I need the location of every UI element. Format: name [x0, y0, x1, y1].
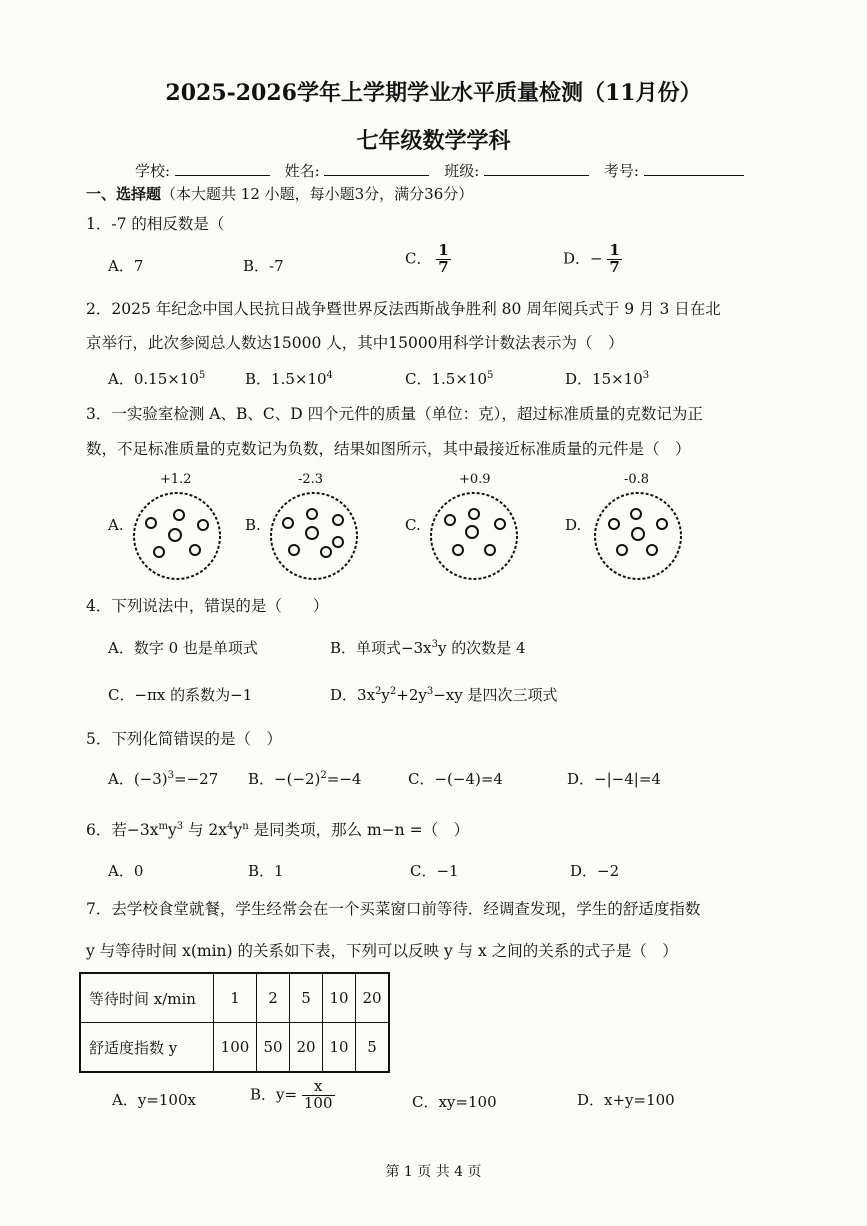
- table-cell: 2: [257, 973, 290, 1023]
- question-1-stem: 1．-7 的相反数是（: [86, 215, 225, 233]
- q1-option-b[interactable]: B．-7: [243, 257, 284, 275]
- question-6-stem: [86, 818, 469, 840]
- q6-option-b[interactable]: B．1: [248, 862, 284, 880]
- table-cell: 5: [356, 1023, 390, 1073]
- q7-option-b[interactable]: [250, 1079, 335, 1112]
- component-a-figure: [131, 490, 223, 582]
- q6-option-a[interactable]: A．0: [108, 862, 144, 880]
- question-3-line2: 数，不足标准质量的克数记为负数，结果如图所示，其中最接近标准质量的元件是（ ）: [86, 440, 691, 458]
- name-field[interactable]: [324, 161, 429, 176]
- component-b-figure: [268, 490, 360, 582]
- table-cell: 10: [323, 1023, 356, 1073]
- q4-option-d[interactable]: [330, 684, 558, 705]
- table-cell: 20: [290, 1023, 323, 1073]
- table-row-header: 舒适度指数 y: [80, 1023, 214, 1073]
- q7-option-a[interactable]: A．y=100x: [112, 1091, 196, 1109]
- q3-option-c-label[interactable]: C.: [405, 516, 421, 534]
- q3-option-c-value: +0.9: [459, 472, 491, 487]
- q3-option-b-label[interactable]: B.: [245, 516, 261, 534]
- q5-b-exp: 2: [320, 770, 327, 781]
- exam-subject: 七年级数学学科: [356, 128, 511, 154]
- table-row-header: 等待时间 x/min: [80, 973, 214, 1023]
- q2-option-a-text: A．0.15×10: [108, 370, 199, 388]
- q4-d-part2: y: [381, 686, 390, 704]
- name-label: 姓名:: [284, 162, 320, 180]
- exam-number-field[interactable]: [644, 161, 744, 176]
- q6-option-d[interactable]: D．−2: [570, 862, 620, 880]
- q2-option-d-text: D．15×10: [565, 370, 643, 388]
- q5-a-exp: 3: [167, 770, 175, 781]
- q2-option-a-exponent: 5: [198, 370, 206, 381]
- q5-b-post: =−4: [326, 770, 362, 788]
- q4-option-b[interactable]: [330, 637, 526, 658]
- q6-part5: 是同类项，那么 m−n =（ ）: [248, 821, 470, 839]
- q2-option-c-exponent: 5: [487, 370, 494, 381]
- section-note: （本大题共 12 小题，每小题3分，满分36分）: [161, 185, 474, 203]
- q1-option-d[interactable]: [563, 243, 622, 276]
- question-5-stem: 5．下列化简错误的是（ ）: [86, 730, 282, 748]
- table-cell: 50: [257, 1023, 290, 1073]
- q2-option-b-text: B．1.5×10: [245, 370, 327, 388]
- q7-b-numerator: x: [302, 1079, 335, 1096]
- q7-option-d[interactable]: D．x+y=100: [577, 1091, 675, 1109]
- q4-d-exp3: 3: [426, 686, 434, 697]
- q5-option-b[interactable]: [248, 768, 361, 789]
- q1-option-d-label: D．−: [563, 249, 603, 268]
- class-field[interactable]: [484, 161, 589, 176]
- q4-option-a[interactable]: A．数字 0 也是单项式: [108, 639, 258, 657]
- component-d-figure: [592, 490, 684, 582]
- q2-option-b[interactable]: [245, 368, 333, 389]
- q3-option-d-value: -0.8: [624, 472, 650, 487]
- q1-option-a[interactable]: A．7: [108, 257, 144, 275]
- section-heading: [86, 183, 473, 204]
- q4-option-b-exponent: 3: [431, 639, 438, 650]
- class-label: 班级:: [444, 162, 480, 180]
- q5-option-d[interactable]: D．−|−4|=4: [567, 770, 661, 788]
- page-number: 第 1 页 共 4 页: [385, 1164, 482, 1180]
- question-2-line2: 京举行，此次参阅总人数达15000 人，其中15000用科学计数法表示为（ ）: [86, 334, 624, 352]
- question-4-stem: 4．下列说法中，错误的是（ ）: [86, 597, 329, 615]
- q2-option-d[interactable]: [565, 368, 649, 389]
- q5-b-pre: B．−(−2): [248, 770, 321, 788]
- q3-option-b-value: -2.3: [298, 472, 324, 487]
- q1-d-numerator: 1: [609, 241, 620, 259]
- question-3-line1: 3．一实验室检测 A、B、C、D 四个元件的质量（单位：克），超过标准质量的克数记为正: [86, 405, 703, 423]
- q7-option-c[interactable]: C．xy=100: [412, 1093, 497, 1111]
- q7-option-b-label: B．y=: [250, 1085, 298, 1104]
- school-field[interactable]: [175, 161, 270, 176]
- q7-b-denominator: 100: [303, 1093, 333, 1112]
- table-cell: 1: [214, 973, 257, 1023]
- wait-time-table: [79, 972, 390, 1073]
- q4-option-c[interactable]: C．−πx 的系数为−1: [108, 686, 253, 704]
- q6-exp3: 4: [227, 820, 234, 832]
- q3-option-a-label[interactable]: A.: [108, 516, 124, 534]
- q6-part4: y: [233, 821, 243, 839]
- table-cell: 100: [214, 1023, 257, 1073]
- q5-option-a[interactable]: [108, 768, 218, 789]
- q2-option-d-exponent: 3: [642, 370, 650, 381]
- q6-exp1: m: [158, 820, 168, 832]
- q6-option-c[interactable]: C．−1: [410, 862, 459, 880]
- q5-a-pre: A．(−3): [108, 770, 168, 788]
- q2-option-b-exponent: 4: [326, 370, 333, 381]
- table-row: [80, 1023, 389, 1073]
- student-info-row: [135, 160, 754, 181]
- q6-part2: y: [167, 821, 177, 839]
- table-cell: 5: [290, 973, 323, 1023]
- q5-option-c[interactable]: C．−(−4)=4: [408, 770, 503, 788]
- exam-number-label: 考号:: [603, 162, 639, 180]
- q2-option-a[interactable]: [108, 368, 205, 389]
- table-cell: 10: [323, 973, 356, 1023]
- q1-option-c[interactable]: [405, 243, 451, 276]
- q4-option-b-pre: B．单项式−3x: [330, 639, 432, 657]
- q4-option-b-post: y 的次数是 4: [437, 639, 526, 657]
- table-row: [80, 973, 389, 1023]
- q3-option-d-label[interactable]: D.: [565, 516, 582, 534]
- question-2-line1: 2．2025 年纪念中国人民抗日战争暨世界反法西斯战争胜利 80 周年阅兵式于 9 月 3 日在北: [86, 300, 721, 318]
- exam-title: 2025-2026学年上学期学业水平质量检测（11月份）: [165, 80, 702, 106]
- q4-d-exp2: 2: [389, 686, 397, 697]
- q6-part3: 与 2x: [183, 821, 228, 839]
- q1-c-denominator: 7: [438, 257, 449, 276]
- question-7-line2: y 与等待时间 x(min) 的关系如下表，下列可以反映 y 与 x 之间的关系的式子是（ ）: [86, 942, 678, 960]
- component-c-figure: [428, 490, 520, 582]
- q4-d-part4: −xy 是四次三项式: [433, 686, 558, 704]
- question-7-line1: 7．去学校食堂就餐，学生经常会在一个买菜窗口前等待．经调查发现，学生的舒适度指数: [86, 900, 701, 918]
- q2-option-c-text: C．1.5×10: [405, 370, 487, 388]
- q6-exp2: 3: [176, 820, 184, 832]
- q6-part1: 6．若−3x: [86, 821, 159, 839]
- q1-option-c-label: C．: [405, 249, 432, 268]
- q4-d-part1: D．3x: [330, 686, 376, 704]
- q4-d-part3: +2y: [396, 686, 427, 704]
- q1-d-denominator: 7: [609, 257, 620, 276]
- q1-c-numerator: 1: [438, 241, 449, 259]
- q2-option-c[interactable]: [405, 368, 493, 389]
- q5-a-post: =−27: [174, 770, 219, 788]
- section-title: 一、选择题: [86, 185, 162, 203]
- q3-option-a-value: +1.2: [160, 472, 192, 487]
- q6-exp4: n: [242, 820, 249, 832]
- q4-d-exp1: 2: [375, 686, 382, 697]
- table-cell: 20: [356, 973, 390, 1023]
- school-label: 学校:: [135, 162, 171, 180]
